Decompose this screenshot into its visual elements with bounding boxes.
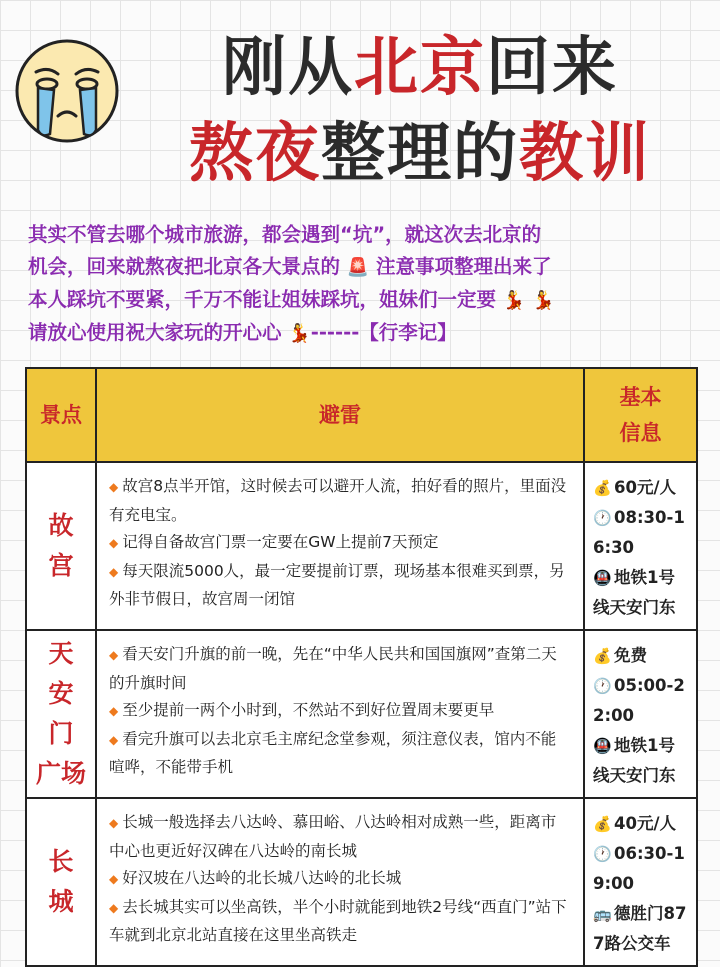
clock-icon: 🕐 — [593, 509, 612, 527]
money-bag-icon: 💰 — [593, 479, 612, 497]
diamond-bullet-icon: ◆ — [109, 704, 119, 718]
price-line — [593, 809, 690, 839]
price-text: 60元/人 — [614, 478, 676, 497]
spot-name: 门 — [48, 719, 74, 748]
diamond-bullet-icon: ◆ — [109, 732, 119, 747]
transport-line — [593, 899, 690, 959]
tips-cell — [96, 798, 584, 966]
transport-line — [593, 563, 690, 623]
tip-text: 每天限流5000人，最一定要提前订票，现场基本很难买到票，另外非节假日，故宫周一闭馆 — [109, 561, 565, 608]
spot-name: 故 — [48, 511, 74, 540]
header-tips: 避雷 — [96, 368, 584, 462]
dancer-icon: 💃 — [288, 323, 311, 344]
header-info: 基本信息 — [584, 368, 697, 462]
price-line — [593, 641, 690, 671]
transport-line — [593, 731, 690, 791]
tip-text: 去长城其实可以坐高铁，半个小时就能到地铁2号线“西直门”站下车就到北京北站直接在这里坐高铁走 — [109, 897, 567, 944]
spot-name-cell — [26, 462, 96, 630]
table-row — [26, 798, 697, 966]
tips-cell — [96, 462, 584, 630]
price-text: 40元/人 — [614, 814, 676, 833]
clock-icon: 🕐 — [593, 845, 612, 863]
header-spot: 景点 — [26, 368, 96, 462]
spot-name: 城 — [48, 887, 74, 916]
hours-text: 05:00-22:00 — [593, 676, 685, 725]
money-bag-icon: 💰 — [593, 647, 612, 665]
travel-guide-table — [25, 367, 698, 967]
tip-text: 看完升旗可以去北京毛主席纪念堂参观，须注意仪表，馆内不能喧哗，不能带手机 — [109, 729, 557, 776]
tip-item — [109, 809, 569, 865]
tip-item — [109, 473, 569, 529]
spot-name-cell — [26, 798, 96, 966]
tip-item — [109, 894, 569, 950]
table-header-row — [26, 368, 697, 462]
money-bag-icon: 💰 — [593, 815, 612, 833]
tip-text: 好汉坡在八达岭的北长城八达岭的北长城 — [122, 869, 402, 887]
tip-text: 长城一般选择去八达岭、慕田峪、八达岭相对成熟一些，距离市中心也更近好汉碑在八达岭的南长城 — [109, 813, 557, 860]
tip-item — [109, 865, 569, 894]
spot-name: 宫 — [48, 551, 74, 580]
bus-icon: 🚌 — [593, 905, 612, 923]
tips-cell — [96, 630, 584, 798]
page-title-line-1: 刚从北京回来 — [222, 31, 618, 105]
spot-name: 长 — [48, 847, 74, 876]
siren-icon: 🚨 — [346, 257, 370, 278]
hours-line — [593, 839, 690, 899]
transport-text: 地铁1号线天安门东 — [593, 736, 676, 785]
crying-face-icon — [14, 38, 120, 144]
table-row — [26, 630, 697, 798]
dancer-icon: 💃 — [532, 290, 555, 311]
tip-text: 至少提前一两个小时到，不然站不到好位置周末要更早 — [122, 701, 495, 719]
price-text: 免费 — [614, 646, 647, 665]
transport-text: 德胜门877路公交车 — [593, 904, 687, 953]
tip-text: 记得自备故宫门票一定要在GW上提前7天预定 — [122, 533, 439, 551]
tip-item — [109, 697, 569, 726]
hours-text: 06:30-19:00 — [593, 844, 685, 893]
tip-text: 看天安门升旗的前一晚，先在“中华人民共和国国旗网”查第二天的升旗时间 — [109, 645, 557, 692]
tip-item — [109, 726, 569, 782]
diamond-bullet-icon: ◆ — [109, 564, 119, 579]
metro-icon: 🚇 — [593, 569, 612, 587]
clock-icon: 🕐 — [593, 677, 612, 695]
info-cell — [584, 462, 697, 630]
spot-name: 安 — [48, 679, 74, 708]
tip-item — [109, 641, 569, 697]
transport-text: 地铁1号线天安门东 — [593, 568, 676, 617]
dancer-icon: 💃 — [502, 290, 526, 311]
page-title-line-2: 熬夜整理的教训 — [189, 117, 651, 191]
intro-line-2: 机会，回来就熬夜把北京各大景点的 🚨 注意事项整理出来了 — [28, 255, 552, 278]
spot-name: 广场 — [35, 759, 86, 788]
diamond-bullet-icon: ◆ — [109, 648, 119, 662]
diamond-bullet-icon: ◆ — [109, 872, 119, 886]
info-cell — [584, 798, 697, 966]
intro-paragraph — [28, 219, 700, 350]
tip-item — [109, 529, 569, 558]
intro-line-3: 本人踩坑不要紧，千万不能让姐妹踩坑，姐妹们一定要 💃 💃 — [28, 288, 555, 311]
diamond-bullet-icon: ◆ — [109, 900, 119, 915]
spot-name: 天 — [48, 639, 74, 668]
hours-line — [593, 503, 690, 563]
table-row — [26, 462, 697, 630]
spot-name-cell — [26, 630, 96, 798]
diamond-bullet-icon: ◆ — [109, 480, 119, 494]
hours-line — [593, 671, 690, 731]
price-line — [593, 473, 690, 503]
metro-icon: 🚇 — [593, 737, 612, 755]
diamond-bullet-icon: ◆ — [109, 816, 119, 830]
tip-item — [109, 558, 569, 614]
info-cell — [584, 630, 697, 798]
intro-line-1: 其实不管去哪个城市旅游，都会遇到“坑”，就这次去北京的 — [28, 223, 542, 246]
diamond-bullet-icon: ◆ — [109, 536, 119, 550]
hours-text: 08:30-16:30 — [593, 508, 685, 557]
intro-line-4: 请放心使用祝大家玩的开心心 💃------【行李记】 — [28, 321, 457, 344]
tip-text: 故宫8点半开馆，这时候去可以避开人流，拍好看的照片，里面没有充电宝。 — [109, 477, 567, 524]
